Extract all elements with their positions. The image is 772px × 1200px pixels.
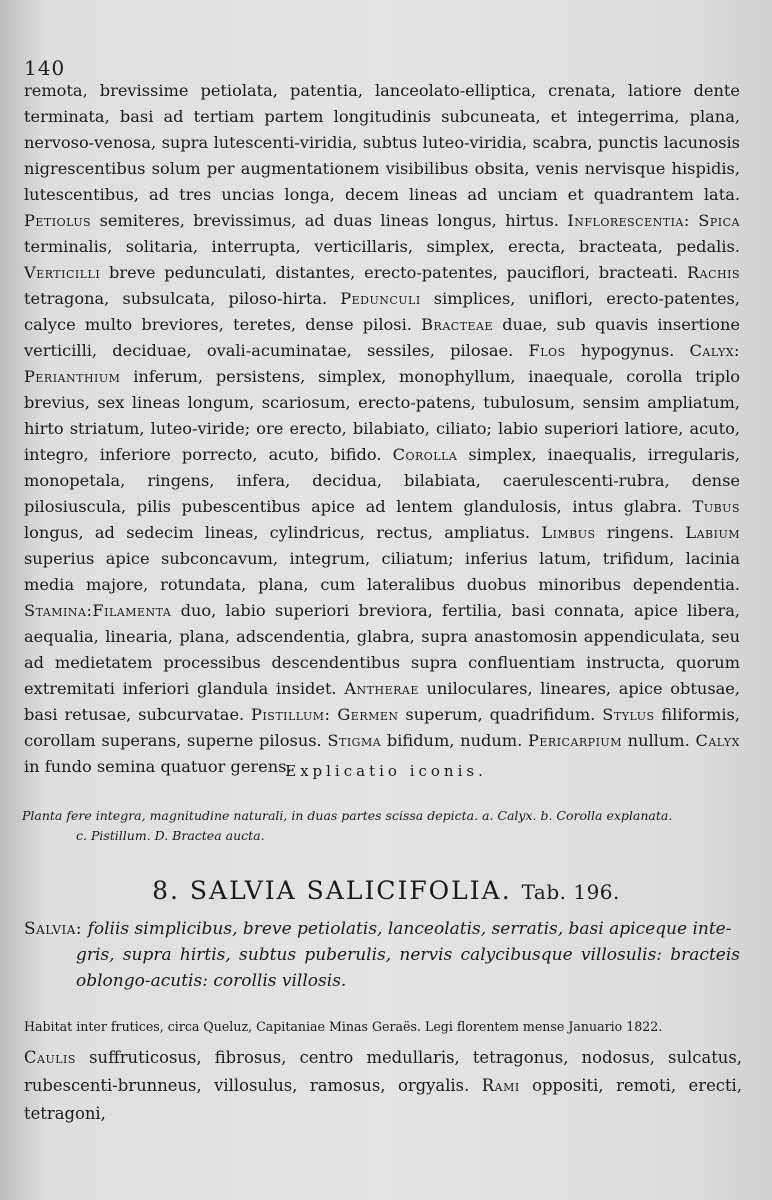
description-paragraph (24, 78, 740, 780)
term-label: Antherae (344, 679, 419, 698)
term-label: Pedunculi (340, 289, 421, 308)
term-label: Tubus (692, 497, 740, 516)
term-label: Flos (528, 341, 566, 360)
description-text: duae, sub quavis insertione verticilli, deciduae, ovali-acuminatae, sessiles, pilosae. (24, 315, 740, 360)
term-label: Rachis (686, 263, 740, 282)
term-label: Labium (685, 523, 740, 542)
term-label: Pistillum: (251, 705, 331, 724)
term-label: Stamina: (24, 601, 93, 620)
term-label: Spica (698, 211, 740, 230)
term-label: Bracteae (421, 315, 494, 334)
plate-reference: Tab. 196. (521, 880, 620, 904)
species-name: SALVIA SALICIFOLIA. (189, 876, 512, 905)
explicatio-line-1: Planta fere integra, magnitudine naturali, in duas partes scissa depicta. a. Calyx. b. Corolla explanata. (22, 808, 673, 823)
description-text: superum, quadrifidum. (398, 705, 603, 724)
description-text: simplex, inaequalis, irregularis, monopetala, ringens, infera, decidua, bilabiata, caerulescenti-rubra, dense pilosiuscula, pilis pubescentibus apice ad lentem glandulosis, intus glabra. (24, 445, 741, 516)
term-label: Perianthium (24, 367, 121, 386)
caulis-label: Caulis (24, 1048, 76, 1067)
diagnosis-continuation: gris, supra hirtis, subtus puberulis, nervis calycibusque villosulis: bracteis oblongo-acutis: corollis villosis. (76, 945, 740, 991)
term-label: Calyx (695, 731, 740, 750)
term-label: Petiolus (24, 211, 92, 230)
habitat-note: Habitat inter frutices, circa Queluz, Capitaniae Minas Geraës. Legi florentem mense Januario 1822. (24, 1019, 663, 1034)
description-text: superius apice subconcavum, integrum, ciliatum; inferius latum, trifidum, lacinia media majore, rotundata, plana, cum lateralibus duobus minoribus dependentia. (24, 549, 740, 594)
description-text: bifidum, nudum. (381, 731, 528, 750)
description-text: terminalis, solitaria, interrupta, verticillaris, simplex, erecta, bracteata, pedalis. (24, 237, 740, 256)
page-number: 140 (24, 56, 66, 80)
term-label: Limbus (541, 523, 596, 542)
caulis-text: suffruticosus, fibrosus, centro medullaris, tetragonus, nodosus, sulcatus, rubescenti-brunneus, villosulus, ramosus, orgyalis. (24, 1048, 742, 1095)
rami-label: Rami (481, 1076, 520, 1095)
caulis-paragraph (24, 1044, 742, 1128)
description-text: remota, brevissime petiolata, patentia, lanceolato-elliptica, crenata, latiore dente terminata, basi ad tertiam partem longitudinis subcuneata, et integerrima, plana, nervoso-venosa, supra lutescenti-viridia, subtus luteo-viridia, scabra, punctis lacunosis nigrescentibus solum per augmentationem visibilibus obsita, venis nervisque hispidis, lutescentibus, ad tres uncias longa, decem lineas ad unciam et quadrantem lata. (24, 81, 740, 204)
explicatio-title: Explicatio iconis. (285, 762, 487, 780)
term-label: Inflorescentia: (567, 211, 690, 230)
term-label: Stigma (327, 731, 382, 750)
term-label: Verticilli (24, 263, 101, 282)
diagnosis-genus: Salvia: (24, 919, 83, 939)
term-label: Pericarpium (527, 731, 622, 750)
term-label: Stylus (602, 705, 655, 724)
rami-text: oppositi, remoti, erecti, tetragoni, (24, 1076, 743, 1123)
diagnosis-line-1: foliis simplicibus, breve petiolatis, lanceolatis, serratis, basi apiceque inte- (82, 919, 732, 939)
description-text: in fundo semina quatuor gerens. (24, 757, 292, 776)
description-text: simplices, uniflori, erecto-patentes, calyce multo breviores, teretes, dense pilosi. (24, 289, 740, 334)
description-text: uniloculares, lineares, apice obtusae, basi retusae, subcurvatae. (24, 679, 741, 724)
term-label: Corolla (392, 445, 458, 464)
description-text: filiformis, corollam superans, superne pilosus. (24, 705, 740, 750)
description-text: tetragona, subsulcata, piloso-hirta. (24, 289, 341, 308)
species-header (0, 876, 772, 905)
explicatio-text (22, 806, 738, 846)
species-diagnosis (24, 916, 740, 994)
species-number: 8. (152, 876, 180, 905)
explicatio-line-2: c. Pistillum. D. Bractea aucta. (76, 828, 265, 843)
description-text: longus, ad sedecim lineas, cylindricus, rectus, ampliatus. (24, 523, 542, 542)
description-text: inferum, persistens, simplex, monophyllum, inaequale, corolla triplo brevius, sex lineas longum, scariosum, erecto-patens, tubulosum, sensim ampliatum, hirto striatum, luteo-viride; ore erecto, bilabiato, ciliato; labio superiori latiore, acuto, integro, inferiore porrecto, acuto, bifido. (24, 367, 740, 464)
term-label: Calyx: (689, 341, 741, 360)
description-text: ringens. (595, 523, 686, 542)
description-text: nullum. (621, 731, 696, 750)
description-text: semiteres, brevissimus, ad duas lineas longus, hirtus. (91, 211, 568, 230)
term-label: Germen (337, 705, 399, 724)
term-label: Filamenta (92, 601, 172, 620)
description-text: duo, labio superiori breviora, fertilia, basi connata, apice libera, aequalia, linearia, plana, adscendentia, glabra, supra anastomosin appendiculata, seu ad medietatem processibus descendentibus supra confluentiam instructa, quorum extremitati inferiori glandula insidet. (24, 601, 740, 698)
description-text: hypogynus. (565, 341, 690, 360)
description-text: breve pedunculati, distantes, erecto-patentes, pauciflori, bracteati. (100, 263, 687, 282)
